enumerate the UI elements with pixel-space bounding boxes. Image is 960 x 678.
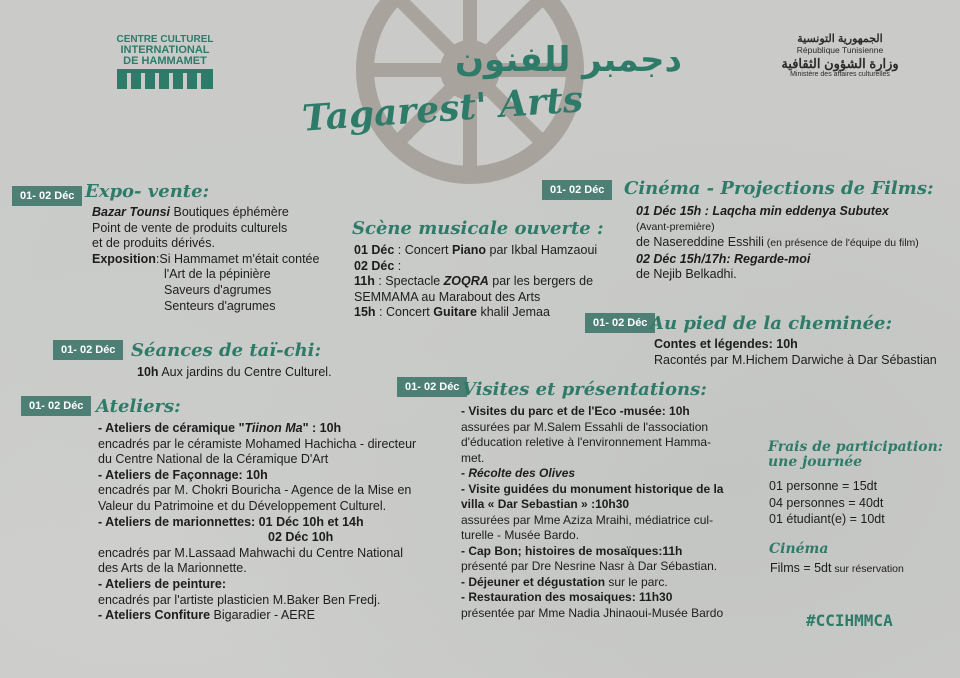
atelier-heading: 02 Déc 10h: [268, 530, 334, 545]
scene-piano: Piano: [451, 243, 487, 257]
visite-heading: - Restauration des mosaiques: 11h30: [461, 590, 673, 604]
atelier-heading: - Ateliers de marionnettes: 01 Déc 10h et 14h: [98, 514, 364, 529]
taichi-date-badge: 01- 02 Déc: [53, 340, 123, 360]
ateliers-title: Ateliers:: [96, 396, 181, 417]
ateliers-date-badge: 01- 02 Déc: [21, 396, 91, 416]
cinema-line: de Nejib Belkadhi.: [636, 267, 737, 282]
exposition-label: Exposition: [92, 251, 156, 266]
scene-details: [354, 243, 597, 321]
atelier-line: encadrés par M.Lassaad Mahwachi du Centre National: [98, 545, 404, 560]
expo-details: [92, 205, 319, 314]
expo-line: l'Art de la pépinière: [164, 267, 271, 282]
taichi-details: [137, 365, 332, 381]
scene-text: : Concert: [394, 243, 452, 257]
cinema-note: (en présence de l'équipe du film): [763, 237, 919, 250]
ateliers-details: [98, 421, 416, 624]
ministry-logo: الجمهورية التونسية République Tunisienne وزارة الشؤون الثقافية Ministère des affaires culturelles: [781, 33, 899, 78]
scene-zoqra: ZOQRA: [443, 274, 489, 289]
atelier-heading: - Ateliers de peinture:: [98, 576, 227, 591]
frais-title: [768, 440, 943, 470]
atelier-line: encadrés par l'artiste plasticien M.Baker Ben Fredj.: [98, 592, 381, 607]
price-line: 01 étudiant(e) = 10dt: [769, 512, 885, 526]
scene-time: 11h: [354, 274, 375, 289]
frais-details: [769, 478, 885, 528]
atelier-line: Bigaradier - AERE: [210, 608, 315, 623]
cinema-reservation: sur réservation: [831, 563, 904, 575]
cheminee-line: Racontés par M.Hichem Darwiche à Dar Sébastian: [654, 352, 937, 367]
scene-text: : Concert: [375, 305, 434, 320]
visite-line: d'éducation reletive à l'environnement Hamma-: [461, 435, 712, 449]
cinema-date-badge: 01- 02 Déc: [542, 180, 612, 200]
scene-text: SEMMAMA au Marabout des Arts: [354, 289, 541, 304]
cinema-line: 01 Déc 15h : Laqcha min eddenya Subutex: [636, 204, 889, 218]
visites-date-badge: 01- 02 Déc: [397, 377, 467, 397]
cheminee-line: Contes et légendes: 10h: [654, 337, 798, 351]
visite-heading: - Visites du parc et de l'Eco -musée: 10h: [461, 404, 690, 418]
atelier-heading: - Ateliers Confiture: [98, 608, 211, 623]
visite-line: assurées par Mme Aziza Mraihi, médiatrice cul-: [461, 512, 714, 527]
taichi-title: Séances de taï-chi:: [131, 340, 322, 361]
hashtag: #CCIHMMCA: [806, 611, 893, 630]
atelier-line: encadrés par le céramiste Mohamed Hachicha - directeur: [98, 436, 417, 451]
scene-text: par Ikbal Hamzaoui: [486, 243, 598, 257]
visite-line: met.: [461, 450, 485, 465]
visites-details: [461, 404, 723, 621]
atelier-line: des Arts de la Marionnette.: [98, 561, 247, 576]
expo-line: Boutiques éphémère: [170, 205, 289, 219]
cheminee-title: Au pied de la cheminée:: [650, 313, 893, 334]
atelier-heading: - Ateliers de céramique ": [98, 421, 245, 435]
scene-guitare: Guitare: [433, 305, 477, 320]
expo-line: Point de vente de produits culturels: [92, 220, 288, 235]
bazar-tounsi-label: Bazar Tounsi: [92, 205, 171, 219]
scene-text: : Spectacle: [374, 274, 444, 289]
visites-title: Visites et présentations:: [462, 379, 707, 400]
cheminee-details: [654, 337, 937, 368]
visite-heading: villa « Dar Sebastian » :10h30: [461, 497, 630, 511]
taichi-time: 10h: [137, 365, 159, 379]
atelier-line: encadrés par M. Chokri Bouricha - Agence de la Mise en: [98, 483, 412, 498]
atelier-tiinon: Tiinon Ma: [244, 421, 303, 435]
frais-cinema-details: [770, 561, 904, 578]
scene-text: khalil Jemaa: [476, 305, 550, 320]
cinema-price: Films = 5dt: [770, 561, 832, 575]
cinema-line: de Nasereddine Esshili: [636, 235, 764, 250]
event-title-arabic: دجمبر للفنون: [455, 40, 682, 80]
scene-time: 15h: [354, 305, 376, 320]
expo-date-badge: 01- 02 Déc: [12, 186, 82, 206]
cinema-line: 02 Déc 15h/17h: Regarde-moi: [636, 251, 811, 266]
expo-line: :Si Hammamet m'était contée: [155, 251, 320, 266]
price-line: 04 personnes = 40dt: [769, 495, 884, 510]
expo-line: Senteurs d'agrumes: [164, 298, 276, 313]
atelier-heading: " : 10h: [302, 421, 342, 435]
cinema-line: (Avant-première): [636, 220, 715, 233]
frais-title-line: une journée: [768, 454, 863, 470]
scene-text: par les bergers de: [488, 274, 594, 289]
visite-heading: - Déjeuner et dégustation: [461, 574, 606, 589]
visite-line: turelle - Musée Bardo.: [461, 528, 580, 542]
scene-date: 01 Déc: [354, 243, 395, 257]
visite-line: assurées par M.Salem Essahli de l'association: [461, 419, 709, 434]
scene-title: Scène musicale ouverte :: [352, 218, 604, 239]
event-title-latin: Tagarest' Arts: [300, 78, 585, 140]
visite-heading: - Cap Bon; histoires de mosaïques:11h: [461, 543, 683, 558]
expo-title: Expo- vente:: [85, 181, 210, 202]
atelier-line: du Centre National de la Céramique D'Art: [98, 452, 329, 467]
visite-line: présentée par Mme Nadia Jhinaoui-Musée Bardo: [461, 605, 724, 620]
price-line: 01 personne = 15dt: [769, 479, 878, 493]
scene-text: :: [394, 258, 402, 273]
taichi-text: Aux jardins du Centre Culturel.: [158, 365, 332, 379]
atelier-line: Valeur du Patrimoine et du Développement Culturel.: [98, 498, 387, 513]
expo-line: Saveurs d'agrumes: [164, 282, 272, 297]
expo-line: et de produits dérivés.: [92, 236, 215, 251]
frais-cinema-title: Cinéma: [769, 541, 829, 557]
atelier-heading: - Ateliers de Façonnage: 10h: [98, 467, 268, 482]
cinema-details: [636, 204, 919, 283]
scene-date: 02 Déc: [354, 258, 395, 273]
frais-title-line: Frais de participation:: [768, 439, 943, 455]
visite-line: sur le parc.: [605, 574, 668, 589]
cinema-title: Cinéma - Projections de Films:: [624, 178, 934, 199]
visite-heading: - Récolte des Olives: [461, 466, 576, 480]
cheminee-date-badge: 01- 02 Déc: [585, 313, 655, 333]
visite-heading: - Visite guidées du monument historique de la: [461, 481, 724, 496]
arches-icon: [117, 69, 213, 89]
visite-line: présenté par Dre Nesrine Nasr à Dar Sébastian.: [461, 559, 718, 573]
cci-hammamet-logo: CENTRE CULTUREL INTERNATIONAL DE HAMMAMET: [110, 34, 220, 92]
